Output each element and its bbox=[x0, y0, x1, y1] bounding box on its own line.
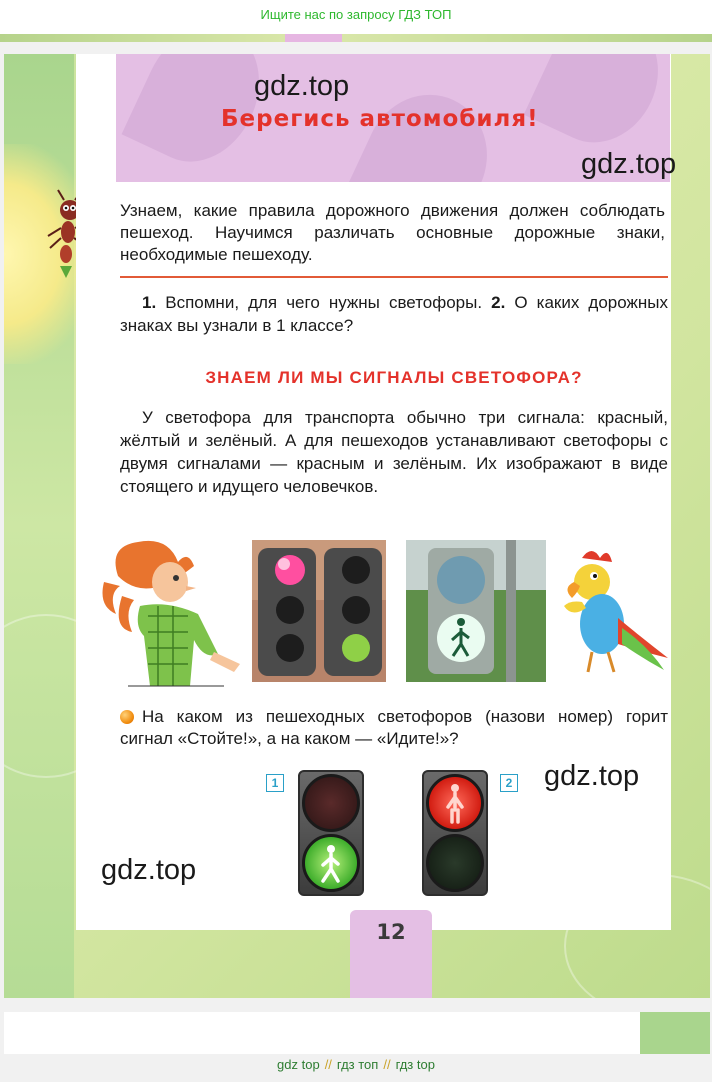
lesson-intro: Узнаем, какие правила дорожного движения должен соблюдать пешеход. Научимся различать основные дорожные знаки, необходимые пешеходу. bbox=[120, 201, 665, 264]
site-banner bbox=[0, 0, 712, 34]
page-number: 12 bbox=[376, 920, 406, 944]
footer-link[interactable]: гдз top bbox=[395, 1057, 435, 1072]
next-page-preview bbox=[4, 1012, 710, 1054]
pedestrian-light-1 bbox=[298, 770, 364, 896]
next-page-edge bbox=[640, 1012, 710, 1054]
signal-number-2: 2 bbox=[500, 774, 518, 792]
footer-link[interactable]: гдз топ bbox=[336, 1057, 379, 1072]
watermark: gdz.top bbox=[544, 760, 640, 792]
footer-separator: // bbox=[383, 1057, 391, 1072]
question-number: 1. bbox=[142, 293, 157, 312]
textbook-page bbox=[4, 54, 710, 998]
green-lamp-off bbox=[426, 834, 484, 892]
intro-divider bbox=[120, 276, 668, 278]
pedestrian-light-2 bbox=[422, 770, 488, 896]
walking-person-icon bbox=[305, 837, 357, 889]
question-text: О каких дорожных знаках вы узнали в 1 классе? bbox=[120, 293, 668, 335]
red-lamp-on bbox=[426, 774, 484, 832]
traffic-light-photo bbox=[252, 540, 386, 682]
site-banner-text: Ищите нас по запросу ГДЗ ТОП bbox=[260, 7, 452, 22]
green-lamp-on bbox=[302, 834, 360, 892]
standing-person-icon bbox=[429, 777, 481, 829]
previous-page-edge bbox=[0, 34, 712, 42]
parrot-illustration bbox=[552, 548, 670, 680]
red-lamp-off bbox=[302, 774, 360, 832]
body-paragraph: У светофора для транспорта обычно три сигнала: красный, жёлтый и зелёный. А для пешеходов устанавливают светофоры с двумя сигналами — красным и зелёным. Их изображают в виде стоящего и идущего человечков. bbox=[120, 408, 668, 496]
footer-link[interactable]: gdz top bbox=[277, 1057, 320, 1072]
watermark: gdz.top bbox=[581, 148, 677, 180]
question-number: 2. bbox=[491, 293, 506, 312]
footer-separator: // bbox=[324, 1057, 332, 1072]
watermark: gdz.top bbox=[254, 70, 350, 102]
site-footer bbox=[0, 1054, 712, 1082]
question-text: Вспомни, для чего нужны светофоры. bbox=[156, 293, 492, 312]
pedestrian-light-photo bbox=[406, 540, 546, 682]
watermark: gdz.top bbox=[101, 854, 197, 886]
task-question: На каком из пешеходных светофоров (назови номер) горит сигнал «Стойте!», а на каком — «Идите!»? bbox=[120, 707, 668, 748]
signal-number-1: 1 bbox=[266, 774, 284, 792]
section-title: ЗНАЕМ ЛИ МЫ СИГНАЛЫ СВЕТОФОРА? bbox=[205, 368, 583, 387]
warmup-questions bbox=[120, 291, 668, 337]
page-content bbox=[76, 54, 677, 930]
girl-illustration bbox=[98, 536, 246, 696]
lesson-title: Берегись автомобиля! bbox=[221, 106, 539, 132]
